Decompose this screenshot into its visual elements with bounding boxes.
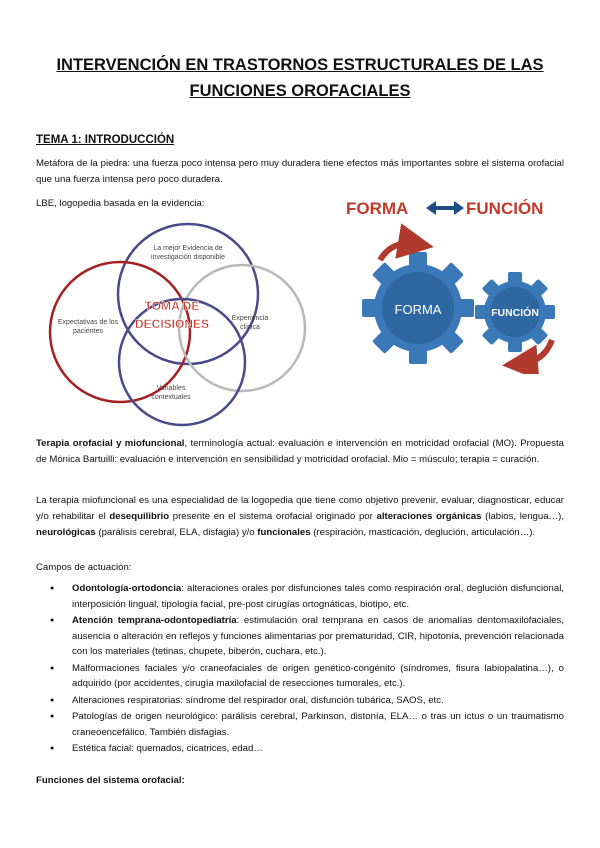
venn-label-left-2: pacientes [73,328,103,335]
intro-paragraph: Metáfora de la piedra: una fuerza poco intensa pero muy duradera tiene efectos más importantes sobre el sistema orofacial que una fuerza intensa pero poco duradera. [36,158,564,185]
gear-big-label: FORMA [394,302,442,317]
list-item [36,613,564,660]
def-bold-desequilibrio: desequilibrio [109,511,170,522]
def-bold-funcionales: funcionales [257,527,311,538]
list-item [36,693,564,709]
forma-funcion-diagram [340,188,572,374]
venn-label-left-1: Expectativas de los [57,319,119,326]
lbe-label: LBE, logopedia basada en la evidencia: [36,198,205,209]
venn-label-top-1: La mejor Evidencia de [153,245,223,252]
document-title [40,52,560,104]
list-item-text: Estética facial: quemados, cicatrices, edad… [72,743,263,754]
def-text-3: (labios, lengua…), [481,511,564,522]
section-heading-tema-1: TEMA 1: INTRODUCCIÓN [36,134,175,146]
terapia-paragraph [36,436,564,468]
venn-label-right-2: clínica [240,324,260,331]
def-text-4: (parálisis cerebral, ELA, disfagia) y/o [95,527,258,538]
list-item-text: Alteraciones respiratorias: síndrome del respirador oral, disfunción tubárica, SAOS, etc. [72,694,444,706]
def-bold-neurologicas: neurológicas [36,527,96,538]
venn-label-bottom-2: contextuales [151,394,191,401]
gear-small-label: FUNCIÓN [491,307,539,319]
list-item [36,741,564,757]
funciones-heading: Funciones del sistema orofacial: [36,775,185,786]
list-item-bold: Odontología-ortodoncia [72,583,182,594]
def-text-1: La terapia miofuncional es una especialidad de la logopedia que tiene como objetivo prevenir, evaluar, diagnosticar, educar y/o rehabilitar el [36,495,564,522]
def-text-2: presente en el sistema orofacial originado por [169,511,377,522]
campos-list [36,581,564,758]
venn-label-top-2: investigación disponible [151,254,225,261]
double-arrow-icon [426,201,464,215]
forma-header: FORMA [346,199,409,218]
title-line-2: FUNCIONES OROFACIALES [189,82,411,100]
def-bold-organicas: alteraciones orgánicas [376,511,482,522]
terapia-text: , terminología actual: evaluación e intervención en motricidad orofacial (MO). Propuesta de Mónica Bartuilli: evaluación e intervención en sensibilidad y motricidad orofacial. Mio = músculo; terapia = curación. [36,438,564,465]
def-text-5: (respiración, masticación, deglución, articulación…). [310,527,536,538]
venn-center-2: DECISIONES [134,317,210,331]
list-item-text: Patologías de origen neurológico: parálisis cerebral, Parkinson, distonía, ELA… o tras un ictus o un traumatismo craneoencefálico. También disfagias. [72,711,564,738]
terapia-term: Terapia orofacial y miofuncional [36,438,185,449]
list-item-bold: Atención temprana-odontopediatría [72,615,237,626]
list-item-text: Malformaciones faciales y/o craneofaciales de origen genético-congénito (síndromes, fisura labiopalatina…), o adquirido (por accidentes, cirugía maxilofacial de resecciones tumorales, etc.). [72,662,564,689]
venn-diagram [36,212,336,428]
funcion-header: FUNCIÓN [466,199,544,218]
rotation-arrow-bottom-icon [520,340,552,364]
venn-center-1: TOMA DE [144,299,200,313]
venn-label-right-1: Experiencia [231,315,269,322]
list-item [36,581,564,612]
list-item-text: : alteraciones orales por disfunciones tales como respiración oral, deglución disfuncional, interposición lingual, tipología facial, pre-post cirugías ortognáticas, biotipo, etc. [72,583,564,610]
definition-paragraph [36,493,564,541]
list-item [36,709,564,740]
venn-label-bottom-1: Variables [156,385,186,392]
list-item-text: : estimulación oral temprana en casos de anomalías dentomaxilofaciales, ausencia o alteración en reflejos y funciones alimentarias por prematuridad, CIR, hipotonía, prevención relacionada con los materiales (tetinas, chupete, biberón, cuchara, etc.). [72,615,564,657]
title-line-1: INTERVENCIÓN EN TRASTORNOS ESTRUCTURALES DE LAS [56,56,544,74]
campos-heading: Campos de actuación: [36,562,132,573]
list-item [36,661,564,692]
